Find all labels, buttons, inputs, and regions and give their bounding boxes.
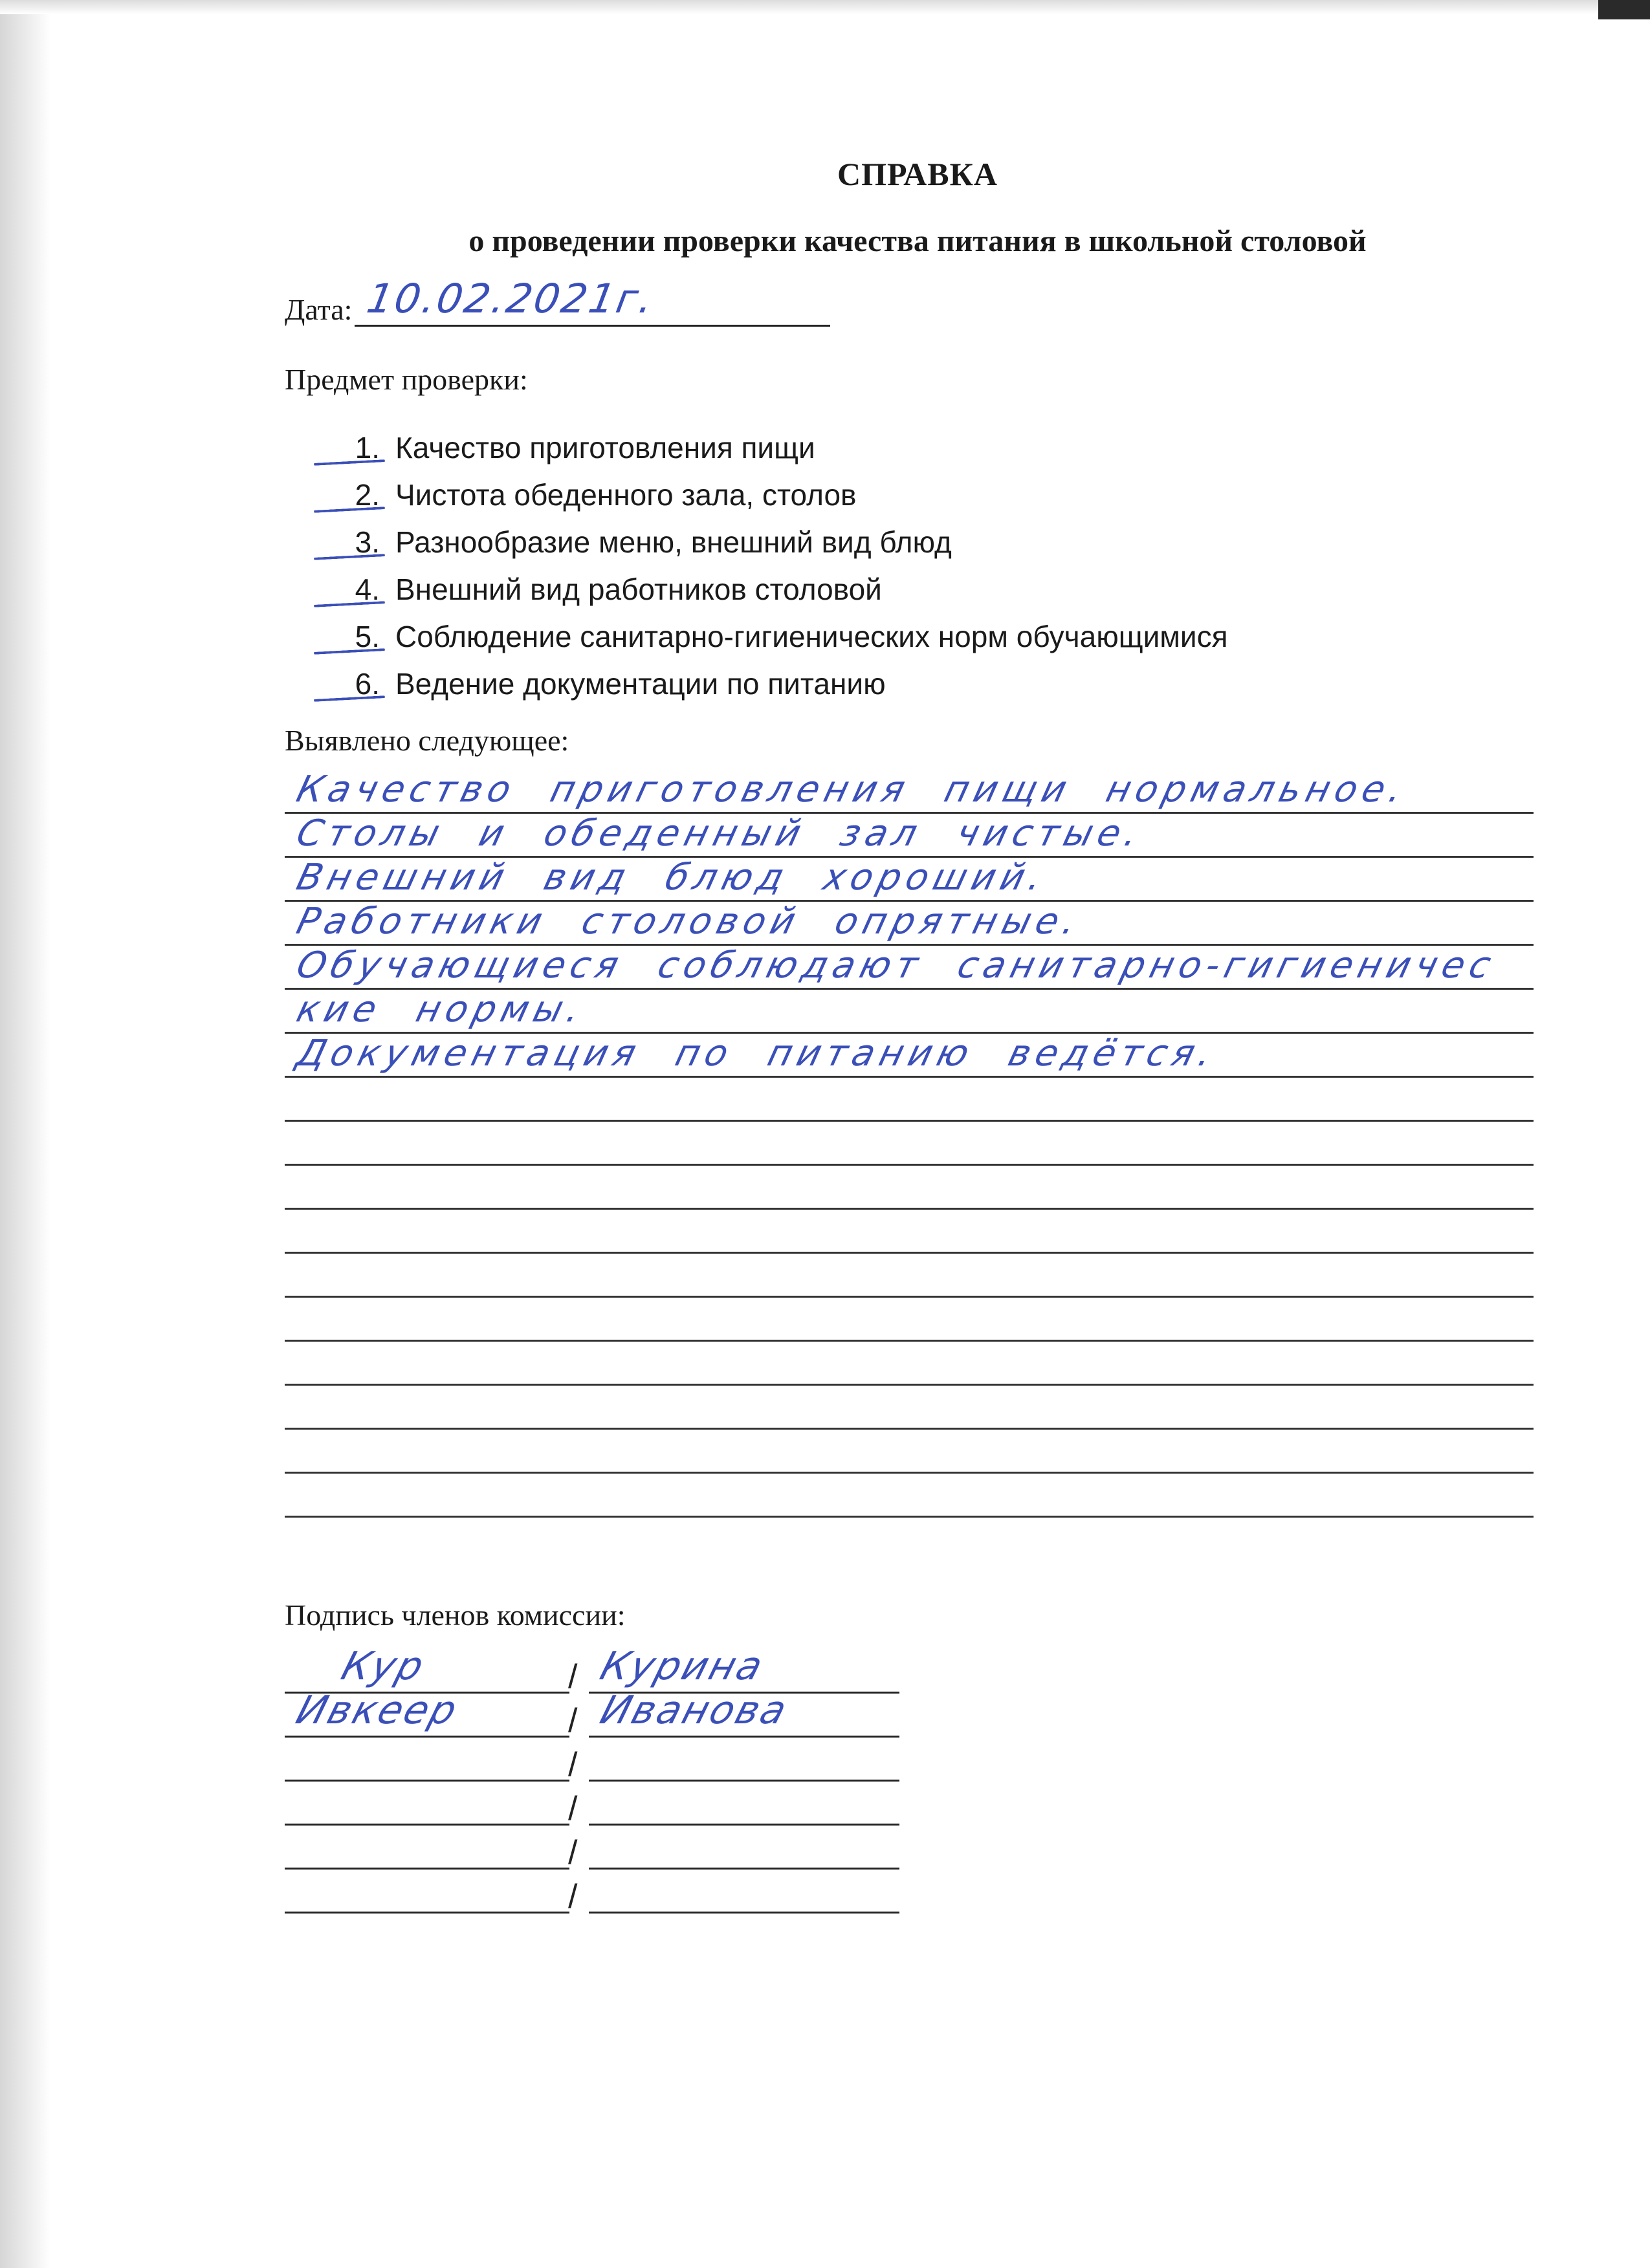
subject-item [327, 518, 1228, 565]
signature-name-line [589, 1825, 899, 1870]
subject-item-number: 4. [355, 572, 380, 606]
findings-line [285, 1254, 1534, 1298]
signature-row [285, 1644, 899, 1696]
subject-item [327, 471, 1228, 518]
scan-top-shadow [0, 0, 1650, 14]
subject-item-number: 5. [355, 619, 380, 653]
scan-corner [1598, 0, 1650, 19]
findings-line [285, 1298, 1534, 1342]
date-line [355, 275, 830, 327]
signature-name-line [589, 1688, 899, 1738]
date-label: Дата: [285, 293, 353, 326]
signature-name-line [589, 1644, 899, 1694]
subject-item [327, 424, 1228, 471]
subject-item-number: 2. [355, 477, 380, 512]
subject-item-number: 6. [355, 666, 380, 701]
signature-name-line [589, 1869, 899, 1914]
findings-line [285, 1210, 1534, 1254]
findings-line [285, 1474, 1534, 1518]
subject-item [327, 613, 1228, 660]
findings-line [285, 1430, 1534, 1474]
document-title-text: СПРАВКА [837, 156, 998, 192]
date-field [285, 275, 830, 327]
signature-handwriting: Кур [336, 1644, 431, 1689]
findings-handwriting: Столы и обеденный зал чистые. [292, 812, 1148, 855]
subject-item-text: Качество приготовления пищи [395, 430, 815, 464]
subject-item-text: Чистота обеденного зала, столов [395, 477, 857, 512]
signature-separator: / [568, 1790, 578, 1827]
signature-row [285, 1870, 899, 1914]
findings-line [285, 902, 1534, 946]
signature-line [285, 1781, 569, 1826]
signatures-label: Подпись членов комиссии: [285, 1598, 626, 1631]
subject-item-text: Ведение документации по питанию [395, 666, 886, 701]
signature-line [285, 1737, 569, 1782]
findings-handwriting: Документация по питанию ведётся. [292, 1032, 1222, 1074]
signature-name-handwriting: Иванова [595, 1688, 794, 1733]
findings-handwriting: Качество приготовления пищи нормальное. [292, 769, 1412, 811]
signature-name-line [589, 1781, 899, 1826]
findings-line [285, 1342, 1534, 1386]
document-subtitle [0, 223, 1650, 259]
findings-line [285, 946, 1534, 990]
signature-separator: / [568, 1834, 578, 1871]
signature-line [285, 1825, 569, 1870]
signature-separator: / [568, 1702, 578, 1739]
document-subtitle-text: о проведении проверки качества питания в школьной столовой [468, 224, 1367, 258]
findings-handwriting: Внешний вид блюд хороший. [292, 856, 1051, 899]
findings-handwriting: Обучающиеся соблюдают санитарно-гигиеничес [292, 944, 1501, 987]
findings-line [285, 1166, 1534, 1210]
findings-handwriting: Работники столовой опрятные. [292, 900, 1086, 943]
signature-separator: / [568, 1878, 578, 1915]
findings-handwriting: кие нормы. [292, 988, 590, 1030]
findings-line [285, 1386, 1534, 1430]
signature-line [285, 1644, 569, 1694]
signature-line [285, 1869, 569, 1914]
subject-item-text: Соблюдение санитарно-гигиенических норм обучающимися [395, 619, 1228, 653]
signature-row [285, 1782, 899, 1826]
findings-line [285, 770, 1534, 814]
subject-item [327, 660, 1228, 707]
findings-line [285, 858, 1534, 902]
signature-separator: / [568, 1658, 578, 1696]
date-value: 10.02.2021г. [364, 275, 659, 322]
subject-item-number: 1. [355, 430, 380, 464]
signature-name-line [589, 1737, 899, 1782]
findings-line [285, 1034, 1534, 1078]
findings-line [285, 814, 1534, 858]
findings-line [285, 990, 1534, 1034]
document-title [0, 155, 1650, 193]
findings-label: Выявлено следующее: [285, 724, 569, 757]
findings-line [285, 1078, 1534, 1122]
signature-block [285, 1644, 899, 1915]
signature-name-handwriting: Курина [595, 1644, 770, 1689]
signature-row [285, 1826, 899, 1870]
subject-label: Предмет проверки: [285, 363, 528, 396]
subject-item-text: Внешний вид работников столовой [395, 572, 882, 606]
subject-item-number: 3. [355, 525, 380, 559]
findings-line [285, 1122, 1534, 1166]
signature-row [285, 1738, 899, 1782]
subject-item-text: Разнообразие меню, внешний вид блюд [395, 525, 952, 559]
subject-item [327, 565, 1228, 613]
signature-handwriting: Ивкеер [291, 1688, 464, 1733]
subject-list [327, 424, 1228, 707]
signature-separator: / [568, 1746, 578, 1783]
scan-left-shadow [0, 0, 50, 2268]
signature-line [285, 1688, 569, 1738]
signature-row [285, 1688, 899, 1739]
findings-lines [285, 770, 1534, 1518]
